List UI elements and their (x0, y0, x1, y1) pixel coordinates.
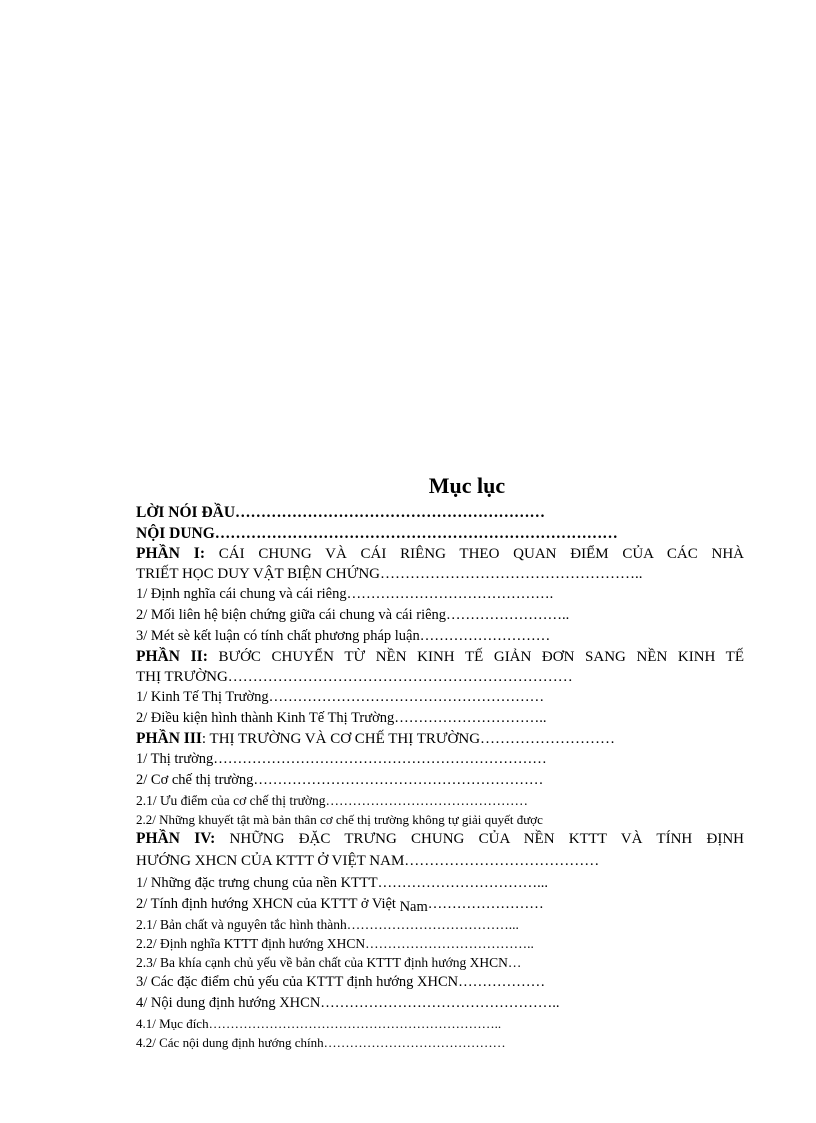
toc-entry: 2/ Điều kiện hình thành Kinh Tế Thị Trường………………………….. (136, 710, 547, 726)
toc-entry: 3/ Các đặc điểm chủ yếu của KTTT định hướng XHCN……………… (136, 974, 546, 990)
part-title: BƯỚC CHUYỂN TỪ NỀN KINH TẾ GIẢN ĐƠN SANG NỀN KINH TẾ (207, 649, 744, 665)
toc-entry: 1/ Kinh Tế Thị Trường………………………………………………… (136, 689, 545, 705)
toc-entry: 1/ Những đặc trưng chung của nền KTTT……………………………... (136, 875, 548, 891)
toc-entry-noi-dung: NỘI DUNG…………………………………………………………………… (136, 525, 618, 542)
toc-entry: 2.1/ Bản chất và nguyên tắc hình thành………………………………... (136, 917, 519, 932)
toc-entry: 2.1/ Ưu điểm của cơ chế thị trường……………………………………… (136, 793, 529, 808)
toc-part-4-heading (136, 829, 744, 849)
toc-entry-text: Nam (399, 899, 428, 915)
toc-entry: 2.2/ Định nghĩa KTTT định hướng XHCN……………………………….. (136, 936, 534, 951)
toc-entry: 1/ Định nghĩa cái chung và cái riêng……………………………………. (136, 586, 554, 602)
toc-entry-loi-noi-dau: LỜI NÓI ĐẦU…………………………………………………… (136, 504, 546, 521)
part-title: : THỊ TRƯỜNG VÀ CƠ CHẾ THỊ TRƯỜNG……………………… (201, 731, 616, 747)
toc-entry: 1/ Thị trường…………………………………………………………… (136, 751, 547, 767)
part-label: PHẦN III (136, 730, 202, 747)
toc-part-1-heading-cont: TRIẾT HỌC DUY VẬT BIỆN CHỨNG…………………………………………….. (136, 566, 643, 582)
toc-entry-dots: …………………… (427, 896, 544, 912)
toc-entry: 2/ Cơ chế thị trường…………………………………………………… (136, 772, 544, 788)
toc-entry: 4.1/ Mục đích………………………………………………………….. (136, 1016, 502, 1031)
toc-entry: 3/ Mét sè kết luận có tính chất phương pháp luận……………………… (136, 628, 551, 644)
table-of-contents (136, 502, 744, 1052)
toc-entry: 4/ Nội dung định hướng XHCN………………………………………….. (136, 995, 560, 1011)
part-label: PHẦN IV: (136, 830, 216, 847)
toc-entry: 2.2/ Những khuyết tật mà bản thân cơ chế thị trường không tự giải quyết được (136, 812, 543, 827)
part-label: PHẦN II: (136, 648, 208, 665)
page-title: Mục lục (428, 473, 506, 498)
toc-part-1-heading (136, 544, 744, 564)
toc-part-3-heading (136, 729, 744, 749)
part-label: PHẦN I: (136, 545, 205, 562)
toc-entry-text: 2/ Tính định hướng XHCN của KTTT ở Việt (136, 896, 400, 912)
toc-entry: 2.3/ Ba khía cạnh chủ yếu về bản chất của KTTT định hướng XHCN… (136, 955, 522, 970)
toc-entry: 2/ Mối liên hệ biện chứng giữa cái chung và cái riêng…………………….. (136, 607, 570, 623)
toc-part-2-heading (136, 647, 744, 667)
part-title: NHỮNG ĐẶC TRƯNG CHUNG CỦA NỀN KTTT VÀ TÍNH ĐỊNH (215, 831, 744, 847)
part-title: CÁI CHUNG VÀ CÁI RIÊNG THEO QUAN ĐIỂM CỦA CÁC NHÀ (204, 546, 744, 562)
toc-part-2-heading-cont: THỊ TRƯỜNG…………………………………………………………… (136, 669, 573, 685)
toc-entry: 4.2/ Các nội dung định hướng chính…………………………………… (136, 1035, 506, 1050)
toc-part-4-heading-cont: HƯỚNG XHCN CỦA KTTT Ở VIỆT NAM………………………………… (136, 853, 600, 869)
toc-entry (136, 894, 744, 915)
